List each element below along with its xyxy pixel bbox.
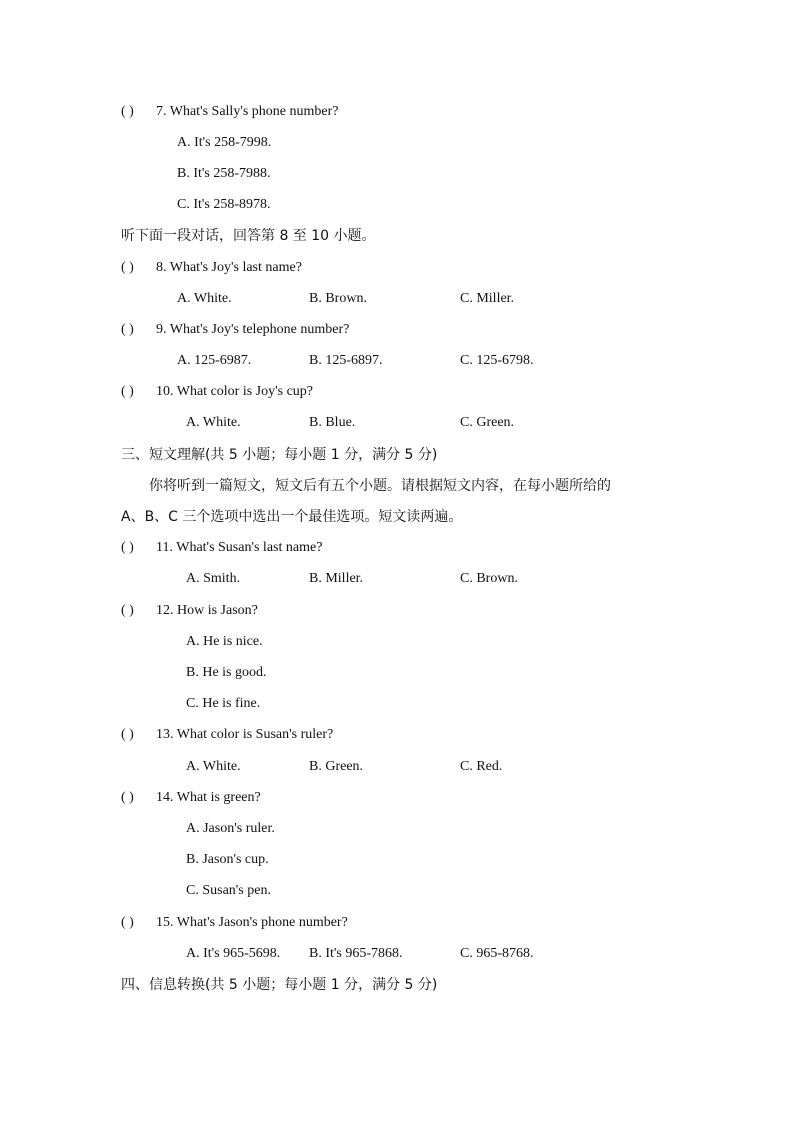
option-a: A. White. <box>186 415 241 430</box>
option-b: B. It's 965-7868. <box>309 946 403 961</box>
option-a: A. He is nice. <box>186 634 263 649</box>
option-b: B. 125-6897. <box>309 353 383 368</box>
answer-blank[interactable]: ( ) <box>121 790 134 805</box>
question-stem: 7. What's Sally's phone number? <box>156 104 339 119</box>
option-c: C. Red. <box>460 759 503 774</box>
option-a: A. 125-6987. <box>177 353 252 368</box>
option-a: A. It's 965-5698. <box>186 946 281 961</box>
question-stem: 13. What color is Susan's ruler? <box>156 727 334 742</box>
section-3-instruction-line-2: A、B、C 三个选项中选出一个最佳选项。短文读两遍。 <box>121 509 463 525</box>
option-c: C. It's 258-8978. <box>177 197 271 212</box>
question-stem: 8. What's Joy's last name? <box>156 260 302 275</box>
question-stem: 12. How is Jason? <box>156 603 258 618</box>
option-c: C. Susan's pen. <box>186 883 271 898</box>
option-c: C. 125-6798. <box>460 353 534 368</box>
option-b: B. Blue. <box>309 415 356 430</box>
section-4-title: 四、信息转换(共 5 小题；每小题 1 分，满分 5 分) <box>121 977 438 993</box>
question-stem: 15. What's Jason's phone number? <box>156 915 348 930</box>
option-a: A. White. <box>177 291 232 306</box>
question-stem: 11. What's Susan's last name? <box>156 540 323 555</box>
option-c: C. He is fine. <box>186 696 261 711</box>
option-b: B. Brown. <box>309 291 367 306</box>
answer-blank[interactable]: ( ) <box>121 260 134 275</box>
section-3-instruction-line-1: 你将听到一篇短文，短文后有五个小题。请根据短文内容，在每小题所给的 <box>149 478 611 494</box>
option-b: B. Miller. <box>309 571 364 586</box>
option-b: B. He is good. <box>186 665 267 680</box>
answer-blank[interactable]: ( ) <box>121 603 134 618</box>
option-a: A. Smith. <box>186 571 241 586</box>
option-b: B. Jason's cup. <box>186 852 269 867</box>
option-a: A. Jason's ruler. <box>186 821 275 836</box>
answer-blank[interactable]: ( ) <box>121 540 134 555</box>
answer-blank[interactable]: ( ) <box>121 384 134 399</box>
answer-blank[interactable]: ( ) <box>121 915 134 930</box>
option-c: C. Green. <box>460 415 515 430</box>
answer-blank[interactable]: ( ) <box>121 322 134 337</box>
question-stem: 14. What is green? <box>156 790 261 805</box>
option-c: C. 965-8768. <box>460 946 534 961</box>
option-a: A. White. <box>186 759 241 774</box>
section-3-title: 三、短文理解(共 5 小题；每小题 1 分，满分 5 分) <box>121 447 438 463</box>
answer-blank[interactable]: ( ) <box>121 104 134 119</box>
option-a: A. It's 258-7998. <box>177 135 272 150</box>
answer-blank[interactable]: ( ) <box>121 727 134 742</box>
question-stem: 10. What color is Joy's cup? <box>156 384 314 399</box>
option-c: C. Brown. <box>460 571 518 586</box>
option-b: B. Green. <box>309 759 364 774</box>
option-b: B. It's 258-7988. <box>177 166 271 181</box>
question-stem: 9. What's Joy's telephone number? <box>156 322 350 337</box>
dialog-instruction: 听下面一段对话，回答第 8 至 10 小题。 <box>121 228 376 244</box>
option-c: C. Miller. <box>460 291 515 306</box>
